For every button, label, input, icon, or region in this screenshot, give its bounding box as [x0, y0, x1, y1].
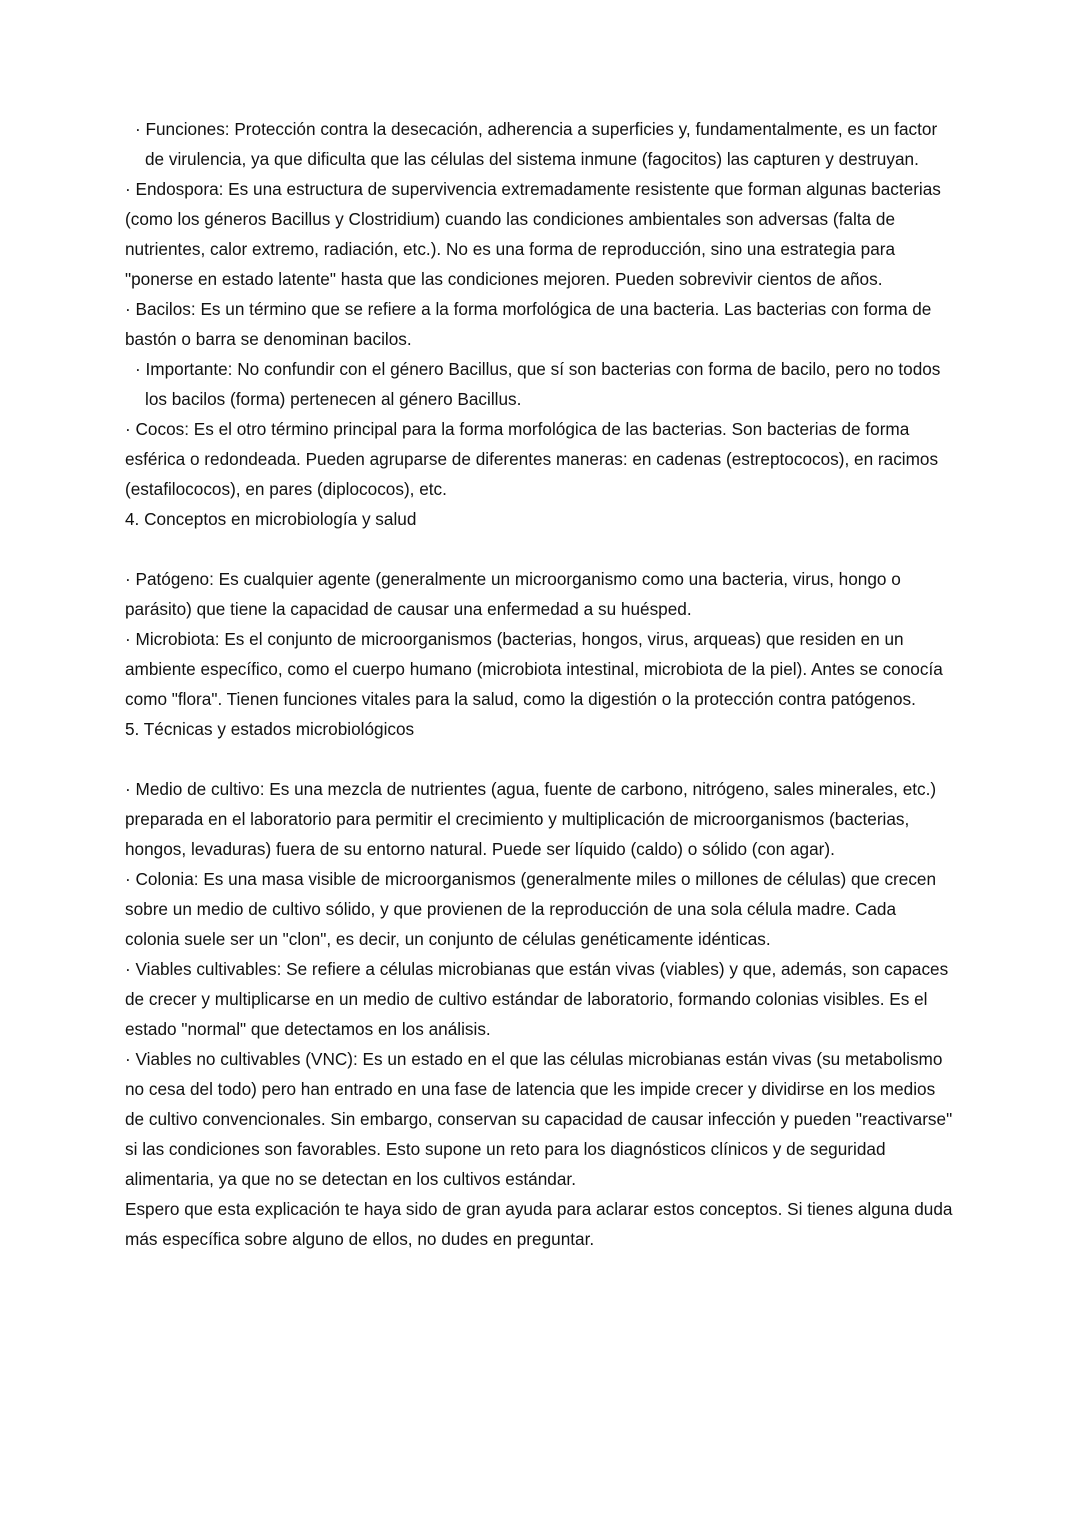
section-heading-4: 4. Conceptos en microbiología y salud [125, 509, 417, 529]
bullet-item-importante: · Importante: No confundir con el género Bacillus, que sí son bacterias con forma de bacilo, pero no todos los bacilos (forma) pertenecen al género Bacillus. [135, 359, 941, 409]
bullet-item-viables-cultivables: · Viables cultivables: Se refiere a células microbianas que están vivas (viables) y que, además, son capaces de crecer y multiplicarse en un medio de cultivo estándar de laboratorio, formando colonias visibles. Es el estado "normal" que detectamos en los análisis. [125, 959, 949, 1039]
bullet-item-funciones: · Funciones: Protección contra la desecación, adherencia a superficies y, fundamentalmente, es un factor de virulencia, ya que dificulta que las células del sistema inmune (fagocitos) las capturen y destruyan. [135, 119, 938, 169]
bullet-item-colonia: · Colonia: Es una masa visible de microorganismos (generalmente miles o millones de células) que crecen sobre un medio de cultivo sólido, y que provienen de la reproducción de una sola célula madre. Cada colonia suele ser un "clon", es decir, un conjunto de células genéticamente idénticas. [125, 869, 937, 949]
closing-paragraph: Espero que esta explicación te haya sido de gran ayuda para aclarar estos conceptos. Si tienes alguna duda más específica sobre alguno de ellos, no dudes en preguntar. [125, 1199, 953, 1249]
bullet-item-medio-de-cultivo: · Medio de cultivo: Es una mezcla de nutrientes (agua, fuente de carbono, nitrógeno, sales minerales, etc.) preparada en el laboratorio para permitir el crecimiento y multiplicación de microorganismos (bacterias, hongos, levaduras) fuera de su entorno natural. Puede ser líquido (caldo) o sólido (con agar). [125, 779, 937, 859]
section-heading-5: 5. Técnicas y estados microbiológicos [125, 719, 415, 739]
bullet-item-cocos: · Cocos: Es el otro término principal para la forma morfológica de las bacterias. Son bacterias de forma esférica o redondeada. Pueden agruparse de diferentes maneras: en cadenas (estreptococos), en racimos (estafilococos), en pares (diplococos), etc. [125, 419, 939, 499]
bullet-item-endospora: · Endospora: Es una estructura de supervivencia extremadamente resistente que forman algunas bacterias (como los géneros Bacillus y Clostridium) cuando las condiciones ambientales son adversas (falta de nutrientes, calor extremo, radiación, etc.). No es una forma de reproducción, sino una estrategia para "ponerse en estado latente" hasta que las condiciones mejoren. Pueden sobrevivir cientos de años. [125, 179, 941, 289]
bullet-item-microbiota: · Microbiota: Es el conjunto de microorganismos (bacterias, hongos, virus, arqueas) que residen en un ambiente específico, como el cuerpo humano (microbiota intestinal, microbiota de la piel). Antes se conocía como "flora". Tienen funciones vitales para la salud, como la digestión o la protección contra patógenos. [125, 629, 943, 709]
bullet-item-patogeno: · Patógeno: Es cualquier agente (generalmente un microorganismo como una bacteria, virus, hongo o parásito) que tiene la capacidad de causar una enfermedad a su huésped. [125, 569, 901, 619]
bullet-item-bacilos: · Bacilos: Es un término que se refiere a la forma morfológica de una bacteria. Las bacterias con forma de bastón o barra se denominan bacilos. [125, 299, 932, 349]
bullet-item-viables-no-cultivables: · Viables no cultivables (VNC): Es un estado en el que las células microbianas están vivas (su metabolismo no cesa del todo) pero han entrado en una fase de latencia que les impide crecer y dividirse en los medios de cultivo convencionales. Sin embargo, conservan su capacidad de causar infección y pueden "reactivarse" si las condiciones son favorables. Esto supone un reto para los diagnósticos clínicos y de seguridad alimentaria, ya que no se detectan en los cultivos estándar. [125, 1049, 953, 1189]
document-body [125, 114, 953, 1254]
